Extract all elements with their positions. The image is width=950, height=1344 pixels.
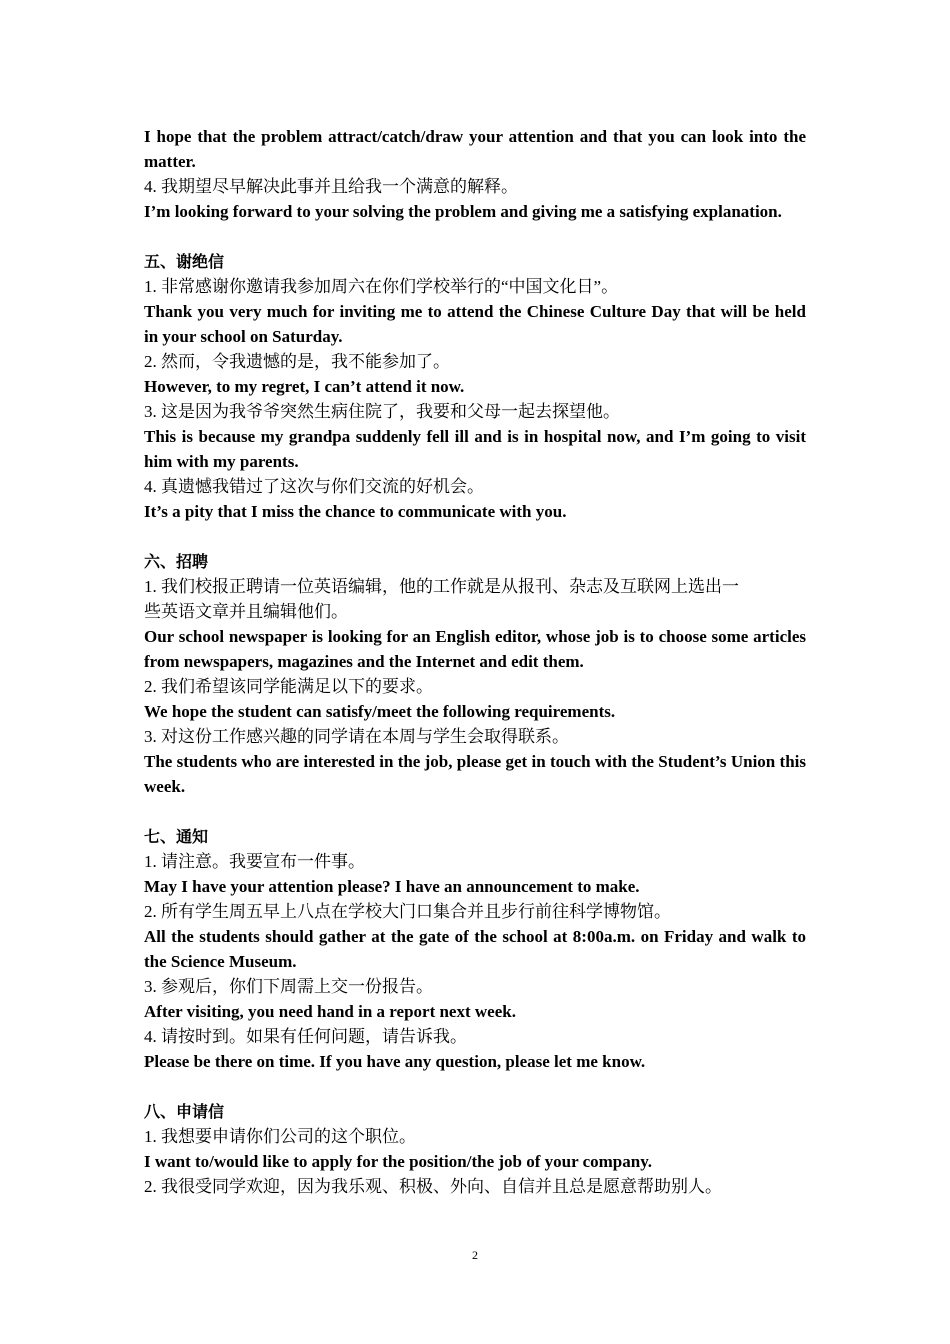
sentence-zh: 1. 请注意。我要宣布一件事。 [144, 852, 365, 871]
sentence-en: However, to my regret, I can’t attend it now. [144, 377, 465, 396]
sentence-en: The students who are interested in the job, please get in touch with the Student’s Union this week. [144, 752, 806, 796]
document-body [144, 124, 806, 1199]
sentence-zh: 1. 我想要申请你们公司的这个职位。 [144, 1127, 416, 1146]
sentence-zh: 4. 真遗憾我错过了这次与你们交流的好机会。 [144, 477, 484, 496]
section-refusal-letter [144, 249, 806, 524]
sentence-en: I’m looking forward to your solving the problem and giving me a satisfying explanation. [144, 202, 782, 221]
section-heading: 八、申请信 [144, 1102, 225, 1121]
sentence-en: I want to/would like to apply for the position/the job of your company. [144, 1152, 653, 1171]
sentence-zh: 1. 非常感谢你邀请我参加周六在你们学校举行的“中国文化日”。 [144, 277, 619, 296]
sentence-zh: 3. 参观后，你们下周需上交一份报告。 [144, 977, 433, 996]
sentence-en: May I have your attention please? I have an announcement to make. [144, 877, 640, 896]
sentence-en: All the students should gather at the gate of the school at 8:00a.m. on Friday and walk to the Science Museum. [144, 927, 806, 971]
sentence-zh: 2. 然而，令我遗憾的是，我不能参加了。 [144, 352, 450, 371]
section-notice [144, 824, 806, 1074]
sentence-en: Our school newspaper is looking for an English editor, whose job is to choose some articles from newspapers, magazines and the Internet and edit them. [144, 627, 806, 671]
sentence-en: We hope the student can satisfy/meet the following requirements. [144, 702, 616, 721]
section-gap [144, 1074, 806, 1099]
sentence-zh: 2. 我很受同学欢迎，因为我乐观、积极、外向、自信并且总是愿意帮助别人。 [144, 1177, 722, 1196]
sentence-en: I hope that the problem attract/catch/draw your attention and that you can look into the matter. [144, 127, 806, 171]
sentence-zh: 2. 我们希望该同学能满足以下的要求。 [144, 677, 433, 696]
page-number: 2 [472, 1248, 478, 1262]
sentence-en: Thank you very much for inviting me to attend the Chinese Culture Day that will be held in your school on Saturday. [144, 302, 806, 346]
sentence-zh: 2. 所有学生周五早上八点在学校大门口集合并且步行前往科学博物馆。 [144, 902, 671, 921]
sentence-en: Please be there on time. If you have any question, please let me know. [144, 1052, 646, 1071]
section-heading: 五、谢绝信 [144, 252, 225, 271]
sentence-zh: 4. 我期望尽早解决此事并且给我一个满意的解释。 [144, 177, 518, 196]
sentence-en: It’s a pity that I miss the chance to communicate with you. [144, 502, 567, 521]
section-application-letter [144, 1099, 806, 1199]
sentence-zh: 4. 请按时到。如果有任何问题，请告诉我。 [144, 1027, 467, 1046]
section-gap [144, 799, 806, 824]
section-heading: 七、通知 [144, 827, 209, 846]
section-gap [144, 224, 806, 249]
section-heading: 六、招聘 [144, 552, 209, 571]
sentence-en: After visiting, you need hand in a report next week. [144, 1002, 516, 1021]
sentence-en: This is because my grandpa suddenly fell ill and is in hospital now, and I’m going to visit him with my parents. [144, 427, 806, 471]
sentence-zh-continued: 些英语文章并且编辑他们。 [144, 602, 348, 621]
sentence-zh: 3. 这是因为我爷爷突然生病住院了，我要和父母一起去探望他。 [144, 402, 620, 421]
section-recruitment [144, 549, 806, 799]
sentence-zh: 1. 我们校报正聘请一位英语编辑，他的工作就是从报刊、杂志及互联网上选出一 [144, 577, 739, 596]
section-gap [144, 524, 806, 549]
sentence-zh: 3. 对这份工作感兴趣的同学请在本周与学生会取得联系。 [144, 727, 569, 746]
